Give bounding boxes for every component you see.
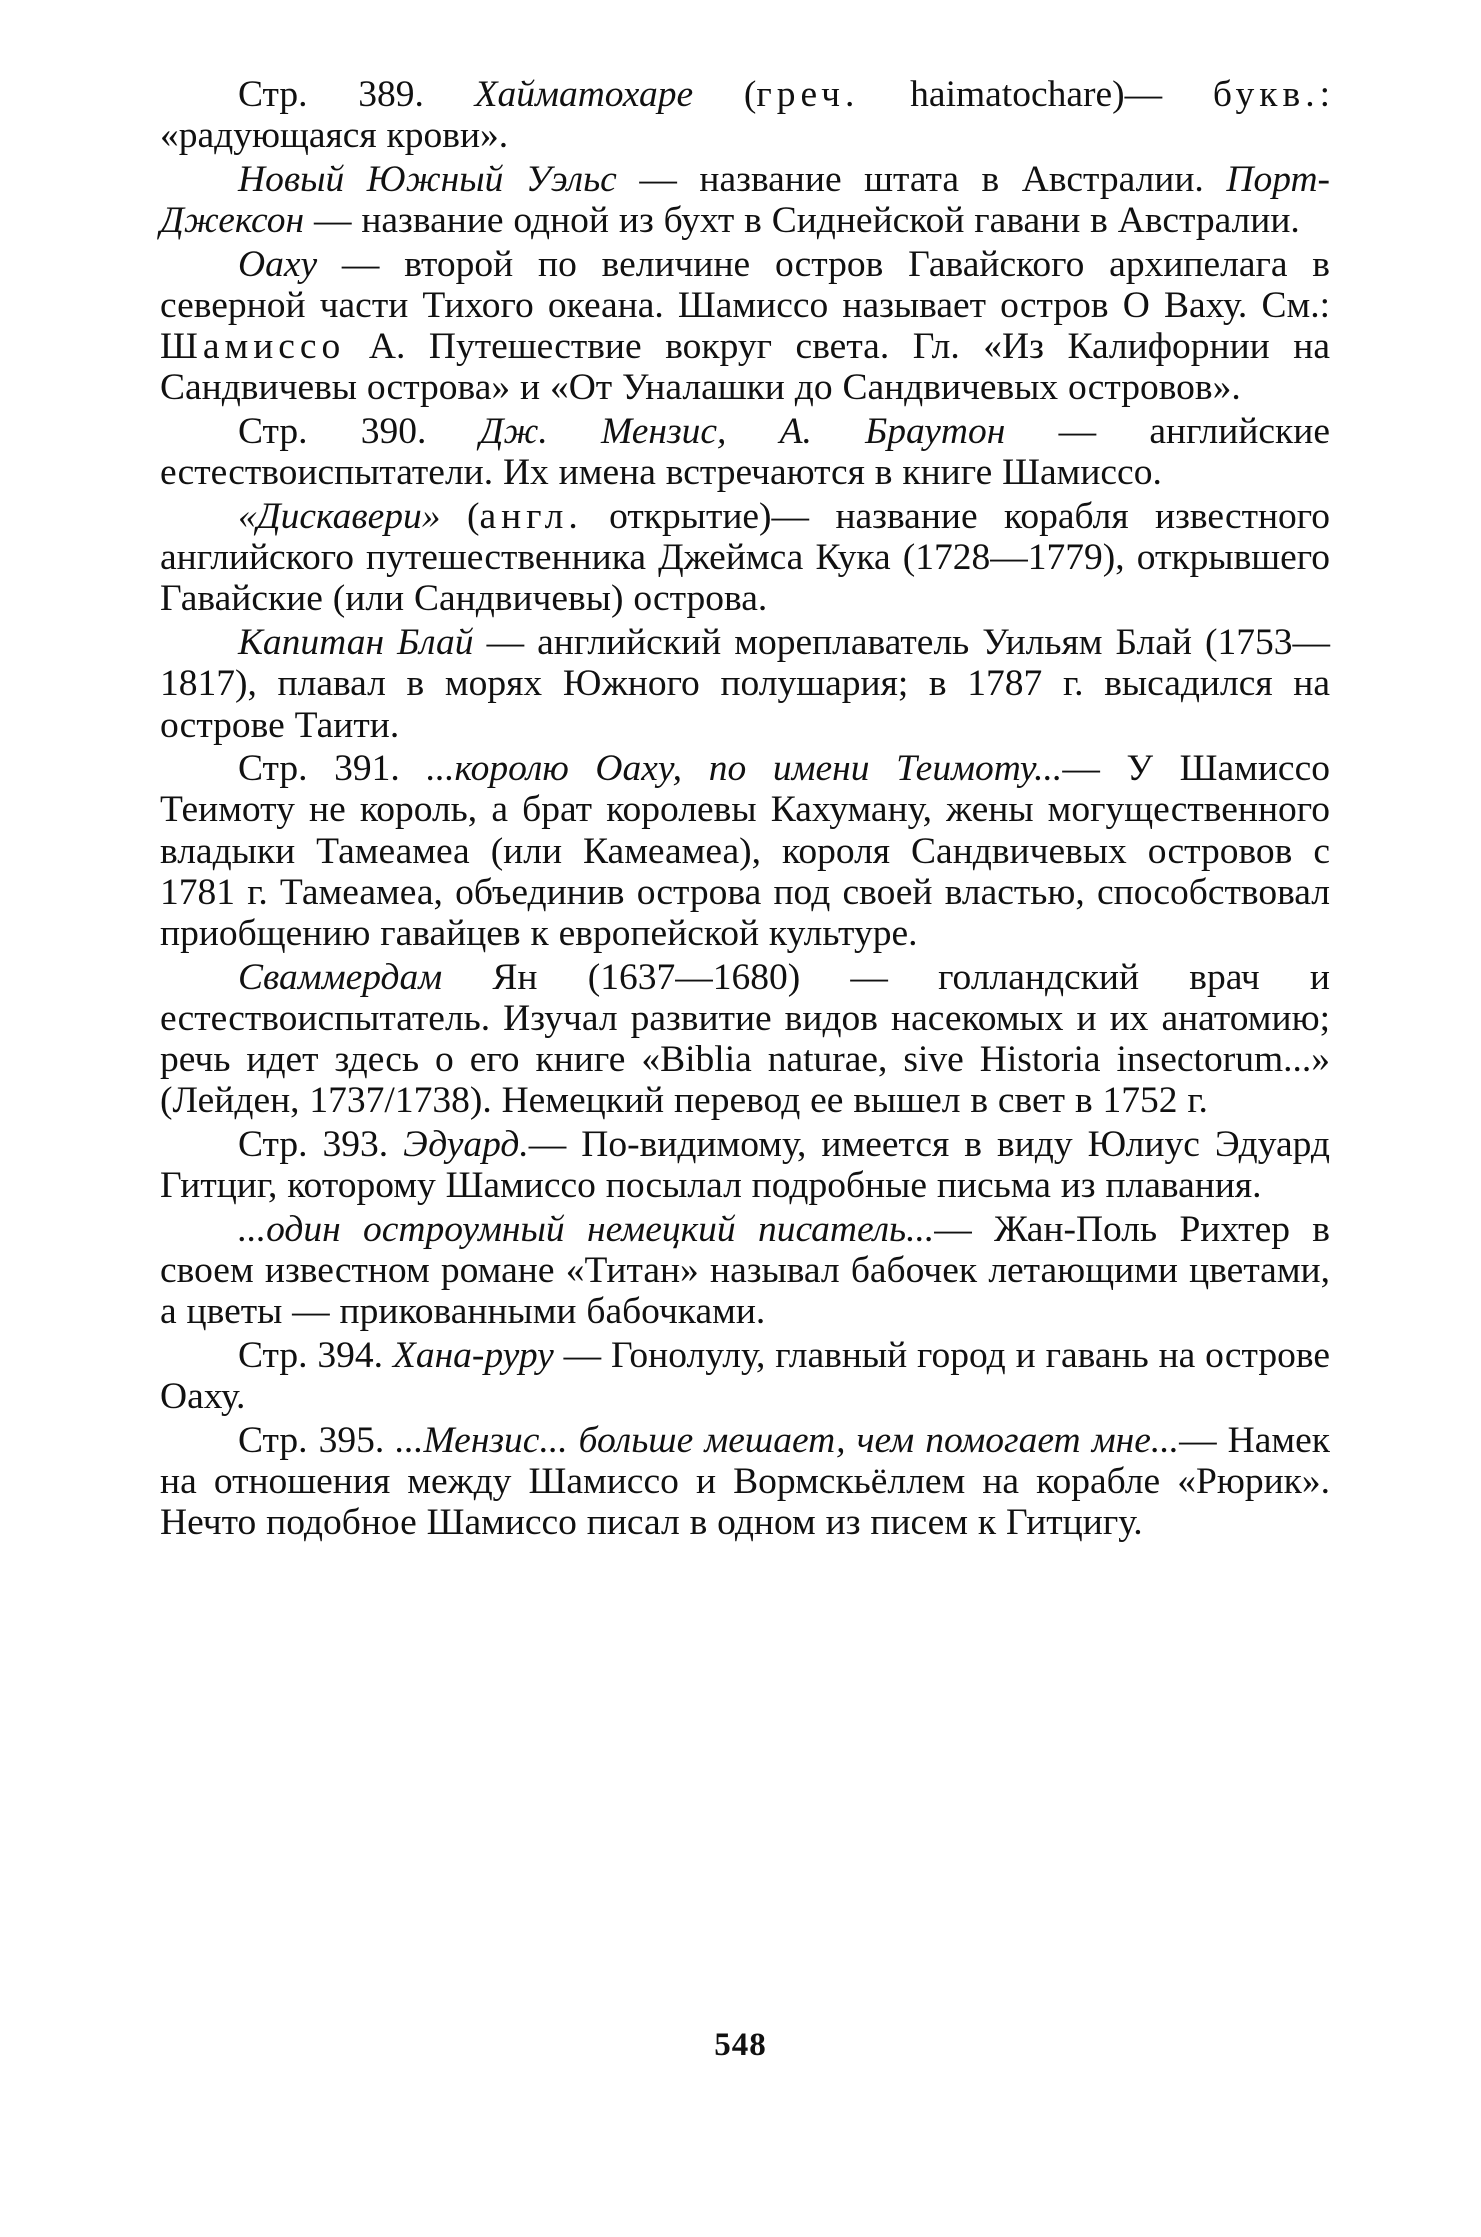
note-term: Капитан Блай xyxy=(238,622,474,664)
note-term: ...Мензис... больше мешает, чем помогает мне... xyxy=(395,1420,1180,1461)
note-term: Дж. Мензис, А. Браутон xyxy=(479,411,1006,453)
note-text: Стр. 391. xyxy=(238,748,427,790)
note-term: Новый Южный Уэльс xyxy=(238,158,617,200)
note-text: — английские естествоиспытатели. Их имена встречаются в книге Шамиссо. xyxy=(160,411,1330,494)
note-term: ...один остроумный немецкий писатель... xyxy=(238,1208,935,1250)
note-text: Стр. 395. xyxy=(238,1420,396,1461)
note-text: — Намек на отношения между Шамиссо и Вормскьёллем на корабле «Рюрик». Нечто подобное Шамиссо писал в одном из писем к Гитцигу. xyxy=(160,1420,1330,1544)
note-text: — название штата в Австралии. xyxy=(616,158,1227,200)
note-text: ( xyxy=(440,496,480,538)
note-paragraph-menzies-braun xyxy=(160,411,1330,493)
note-spaced-word: букв. xyxy=(1212,74,1320,115)
notes-column xyxy=(160,74,1330,1546)
note-text: — По-видимому, имеется в виду Юлиус Эдуард Гитциг, которому Шамиссо посылал подробные письма из плавания. xyxy=(160,1124,1330,1207)
note-text: — Гонолулу, главный город и гавань на острове Оаху. xyxy=(160,1335,1330,1418)
note-term: Хайматохаре xyxy=(474,74,694,115)
note-paragraph-hana-ruru xyxy=(160,1335,1330,1417)
note-paragraph-haimatochare xyxy=(160,74,1330,156)
note-text: — Жан-Поль Рихтер в своем известном романе «Титан» называл бабочек летающими цветами, а цветы — прикованными бабочками. xyxy=(160,1208,1331,1333)
note-text: Стр. 394. xyxy=(238,1335,393,1377)
note-term: Оаху xyxy=(238,243,318,285)
note-term: ...королю Оаху, по имени Теимоту... xyxy=(426,748,1063,790)
note-paragraph-discovery xyxy=(160,496,1330,620)
note-term: «Дискавери» xyxy=(238,496,441,538)
note-text: Ян (1637—1680) — голландский врач и естествоиспытатель. Изучал развитие видов насекомых и их анатомию; речь идет здесь о его книге «Biblia naturae, sive Historia insectorum...» (Лейден, 1737/1738). Немецкий перевод ее вышел в свет в 1752 г. xyxy=(160,956,1330,1122)
note-spaced-word: греч. xyxy=(756,74,860,115)
note-paragraph-jean-paul xyxy=(160,1209,1330,1333)
note-text: А. Путешествие вокруг света. Гл. «Из Калифорнии на Сандвичевы острова» и «От Уналашки до Сандвичевых островов». xyxy=(160,326,1330,409)
note-text: Стр. 390. xyxy=(238,411,480,453)
note-paragraph-menzies-hinders xyxy=(160,1420,1330,1544)
note-term: Эдуард. xyxy=(403,1124,529,1166)
note-text: : «радующаяся крови». xyxy=(160,74,1330,157)
note-paragraph-new-south-wales xyxy=(160,159,1330,241)
note-paragraph-teimotu xyxy=(160,748,1330,954)
note-paragraph-eduard xyxy=(160,1124,1330,1206)
note-text: Стр. 393. xyxy=(238,1124,404,1166)
note-spaced-word: Шамиссо xyxy=(160,326,346,368)
note-term: Порт-Джексон xyxy=(160,158,1331,242)
page-number: 548 xyxy=(714,2027,767,2063)
note-paragraph-bligh xyxy=(160,622,1330,746)
note-text: ( xyxy=(693,74,757,115)
note-paragraph-swammerdam xyxy=(160,957,1330,1122)
note-text: — название одной из бухт в Сиднейской гавани в Австралии. xyxy=(304,200,1300,242)
note-text: Стр. 389. xyxy=(238,74,475,115)
note-term: Сваммердам xyxy=(238,956,443,998)
note-text: — английский мореплаватель Уильям Блай (1753—1817), плавал в морях Южного полушария; в 1787 г. высадился на острове Таити. xyxy=(160,622,1330,746)
note-text: — У Шамиссо Теимоту не король, а брат королевы Кахуману, жены могущественного владыки Тамеамеа (или Камеамеа), короля Сандвичевых островов с 1781 г. Тамеамеа, объединив острова под своей властью, способствовал приобщению гавайцев к европейской культуре. xyxy=(160,748,1330,955)
note-term: Хана-руру xyxy=(392,1335,554,1377)
note-text: открытие)— название корабля известного английского путешественника Джеймса Кука (1728—1779), открывшего Гавайские (или Сандвичевы) острова. xyxy=(160,496,1330,620)
note-paragraph-oahu xyxy=(160,244,1330,409)
note-spaced-word: англ. xyxy=(479,496,583,538)
note-text: — второй по величине остров Гавайского архипелага в северной части Тихого океана. Шамиссо называет остров О Ваху. См.: xyxy=(160,243,1330,327)
note-text: haimatochare)— xyxy=(859,74,1213,115)
